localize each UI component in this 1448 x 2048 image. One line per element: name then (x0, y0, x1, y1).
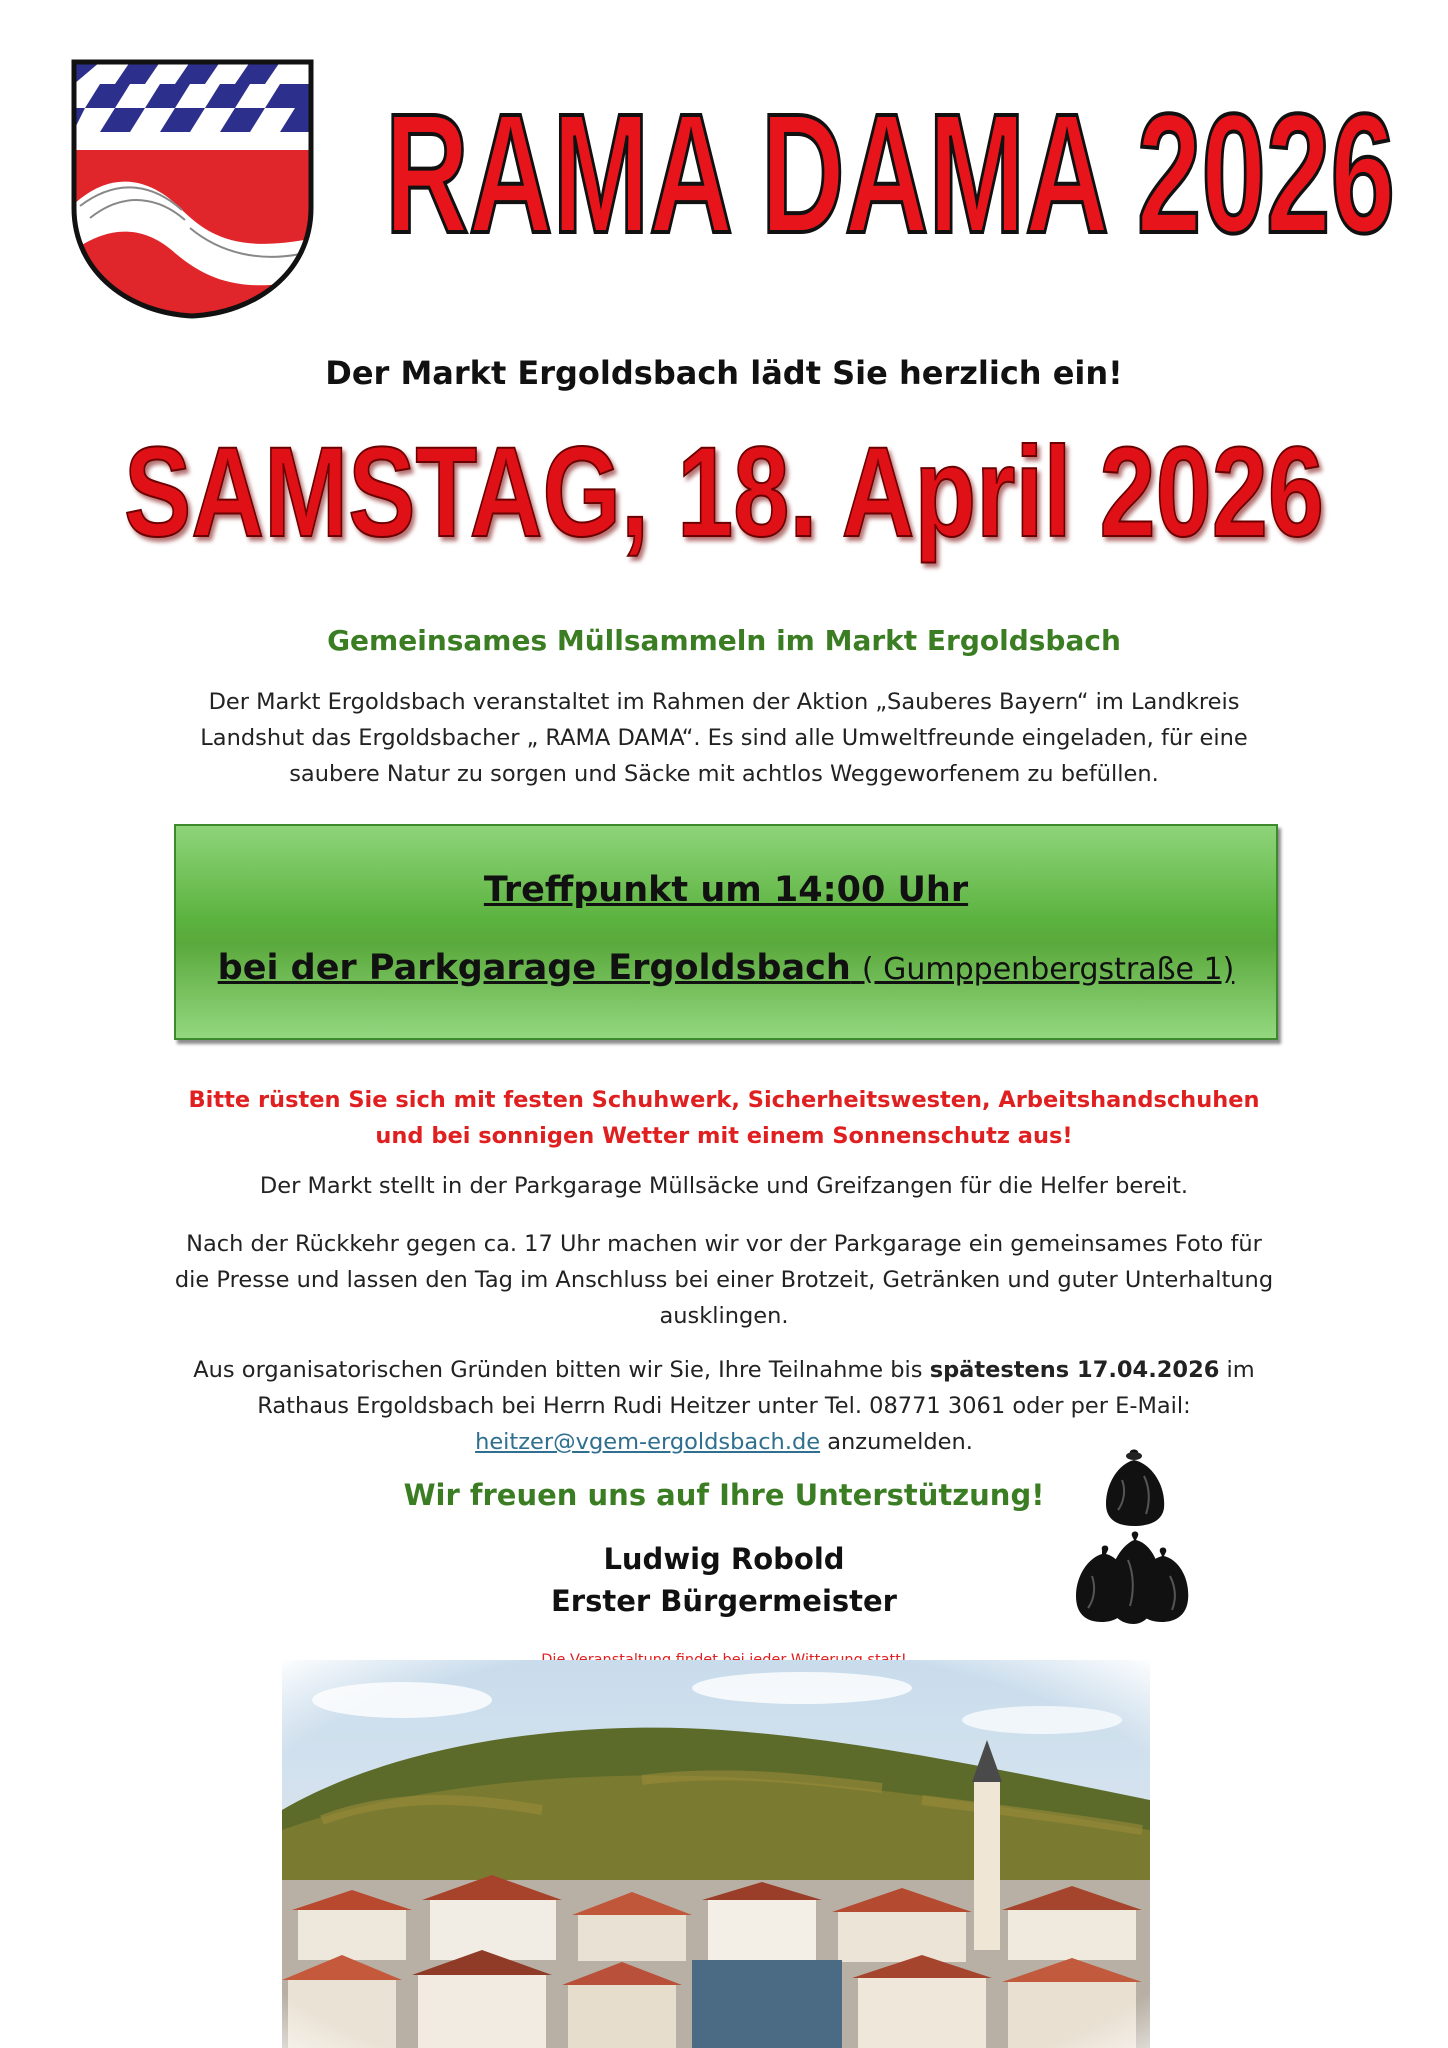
meeting-time: Treffpunkt um 14:00 Uhr (483, 870, 969, 910)
intro-paragraph: Der Markt Ergoldsbach veranstaltet im Rahmen der Aktion „Sauberes Bayern“ im Landkreis Landshut das Ergoldsbacher „ RAMA DAMA“. Es sind alle Umweltfreunde eingeladen, für eine saubere Natur zu sorgen und Säcke mit achtlos Weggeworfenem zu befüllen. (200, 689, 1248, 787)
equipment-info: Der Markt stellt in der Parkgarage Müllsäcke und Greifzangen für die Helfer bereit. (259, 1173, 1189, 1199)
trash-bags-icon (1072, 1530, 1192, 1626)
meeting-address: ( Gumppenbergstraße 1) (861, 952, 1235, 987)
return-info: Nach der Rückkehr gegen ca. 17 Uhr machen wir vor der Parkgarage ein gemeinsames Foto für die Presse und lassen den Tag im Anschluss bei einer Brotzeit, Getränken und guter Unterhaltung ausklingen. (174, 1231, 1274, 1329)
signup-text-2: im Rathaus Ergoldsbach bei Herrn Rudi Heitzer unter Tel. 08771 3061 oder per E-Mail: (257, 1357, 1255, 1419)
meeting-place-name: bei der Parkgarage Ergoldsbach (217, 948, 851, 988)
event-title (360, 52, 1420, 252)
signup-info (170, 1352, 1278, 1460)
coat-of-arms-icon (70, 58, 315, 320)
event-date (100, 418, 1348, 588)
title-text: RAMA DAMA 2026 (385, 79, 1395, 252)
town-photo (282, 1660, 1150, 2048)
signup-text-1: Aus organisatorischen Gründen bitten wir Sie, Ihre Teilnahme bis (193, 1357, 930, 1383)
email-link[interactable]: heitzer@vgem-ergoldsbach.de (475, 1429, 821, 1455)
invitation-line: Der Markt Ergoldsbach lädt Sie herzlich ein! (325, 354, 1123, 392)
signup-deadline: spätestens 17.04.2026 (929, 1357, 1220, 1383)
meeting-place (176, 948, 1276, 988)
thanks-line: Wir freuen uns auf Ihre Unterstützung! (403, 1478, 1045, 1512)
signer-name: Ludwig Robold (603, 1542, 845, 1576)
meeting-point-box (174, 824, 1278, 1040)
signer-title: Erster Bürgermeister (550, 1584, 897, 1618)
date-text: SAMSTAG, 18. April 2026 (124, 421, 1324, 564)
equipment-warning: Bitte rüsten Sie sich mit festen Schuhwerk, Sicherheitswesten, Arbeitshandschuhen und bei sonnigen Wetter mit einem Sonnenschutz aus! (188, 1087, 1260, 1149)
signup-text-3: anzumelden. (820, 1429, 973, 1455)
section-heading: Gemeinsames Müllsammeln im Markt Ergoldsbach (327, 624, 1121, 657)
trash-bag-icon (1100, 1446, 1172, 1528)
